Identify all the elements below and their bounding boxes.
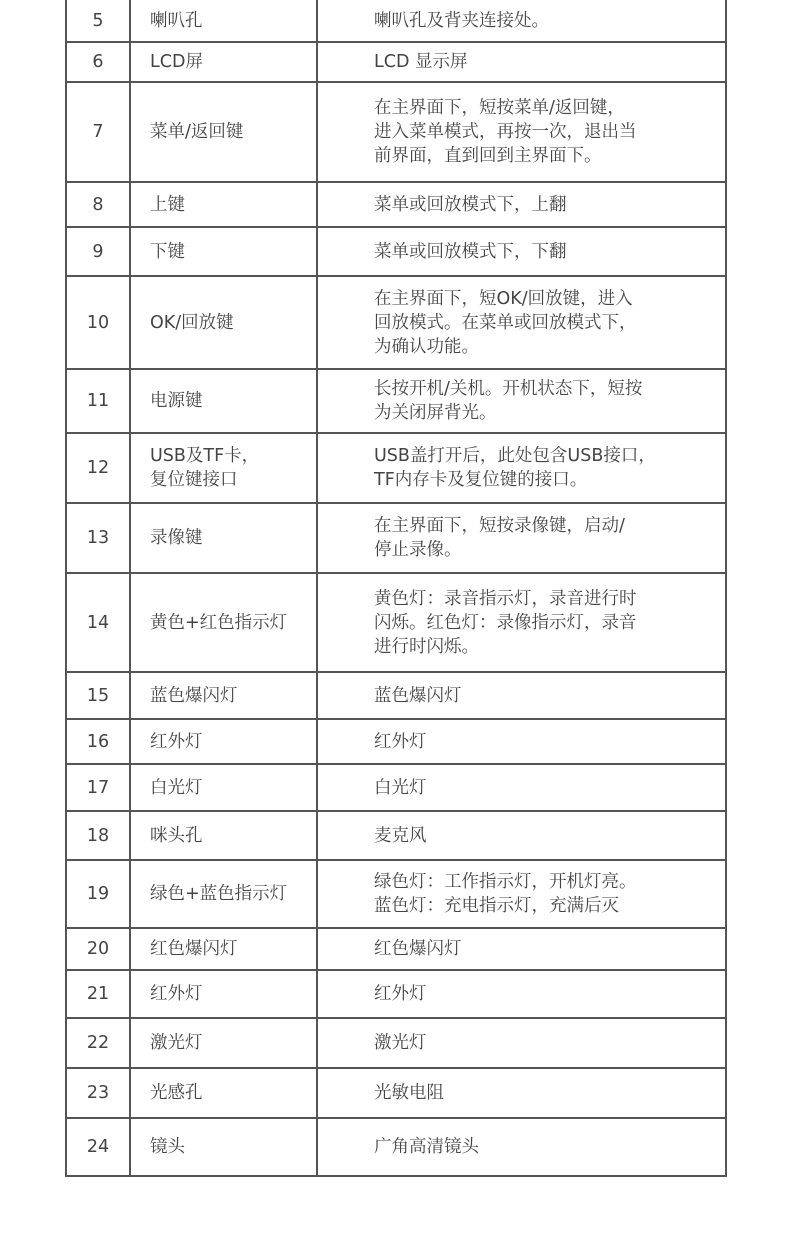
- table-row: [66, 503, 726, 573]
- part-name: 下键: [130, 227, 317, 276]
- part-description: 红外灯: [317, 970, 726, 1018]
- row-number: 19: [66, 860, 130, 928]
- table-row: [66, 1118, 726, 1176]
- table-row: [66, 0, 726, 42]
- part-description: 菜单或回放模式下，下翻: [317, 227, 726, 276]
- part-description: LCD 显示屏: [317, 42, 726, 82]
- row-number: 5: [66, 0, 130, 42]
- row-number: 14: [66, 573, 130, 672]
- part-name: 喇叭孔: [130, 0, 317, 42]
- part-description: 麦克风: [317, 811, 726, 860]
- part-name: 蓝色爆闪灯: [130, 672, 317, 719]
- part-name: 绿色+蓝色指示灯: [130, 860, 317, 928]
- part-description: 广角高清镜头: [317, 1118, 726, 1176]
- part-description: 喇叭孔及背夹连接处。: [317, 0, 726, 42]
- part-name: 红外灯: [130, 970, 317, 1018]
- row-number: 12: [66, 433, 130, 503]
- part-name: 红色爆闪灯: [130, 928, 317, 970]
- table-row: [66, 764, 726, 811]
- part-description: 黄色灯：录音指示灯，录音进行时 闪烁。红色灯：录像指示灯，录音 进行时闪烁。: [317, 573, 726, 672]
- part-description: 白光灯: [317, 764, 726, 811]
- row-number: 13: [66, 503, 130, 573]
- part-description: 红外灯: [317, 719, 726, 764]
- row-number: 8: [66, 182, 130, 227]
- row-number: 18: [66, 811, 130, 860]
- part-name: 镜头: [130, 1118, 317, 1176]
- row-number: 20: [66, 928, 130, 970]
- part-description: 在主界面下，短按菜单/返回键， 进入菜单模式，再按一次，退出当 前界面，直到回到主界面下。: [317, 82, 726, 182]
- part-name: OK/回放键: [130, 276, 317, 369]
- table-body: [66, 0, 726, 1176]
- part-name: 黄色+红色指示灯: [130, 573, 317, 672]
- table-row: [66, 1068, 726, 1118]
- table-row: [66, 276, 726, 369]
- row-number: 10: [66, 276, 130, 369]
- part-name: 激光灯: [130, 1018, 317, 1068]
- part-description: 蓝色爆闪灯: [317, 672, 726, 719]
- table-row: [66, 719, 726, 764]
- table-row: [66, 227, 726, 276]
- part-description: 红色爆闪灯: [317, 928, 726, 970]
- table-row: [66, 42, 726, 82]
- part-description: 激光灯: [317, 1018, 726, 1068]
- part-description: 在主界面下，短OK/回放键，进入 回放模式。在菜单或回放模式下， 为确认功能。: [317, 276, 726, 369]
- part-description: 菜单或回放模式下，上翻: [317, 182, 726, 227]
- part-description: 光敏电阻: [317, 1068, 726, 1118]
- part-name: 咪头孔: [130, 811, 317, 860]
- row-number: 23: [66, 1068, 130, 1118]
- table-row: [66, 811, 726, 860]
- part-name: USB及TF卡， 复位键接口: [130, 433, 317, 503]
- part-description: 在主界面下，短按录像键，启动/ 停止录像。: [317, 503, 726, 573]
- row-number: 6: [66, 42, 130, 82]
- row-number: 7: [66, 82, 130, 182]
- table-row: [66, 573, 726, 672]
- table-row: [66, 369, 726, 433]
- row-number: 22: [66, 1018, 130, 1068]
- part-name: 录像键: [130, 503, 317, 573]
- table-row: [66, 433, 726, 503]
- part-name: 菜单/返回键: [130, 82, 317, 182]
- table-row: [66, 970, 726, 1018]
- part-description: USB盖打开后，此处包含USB接口， TF内存卡及复位键的接口。: [317, 433, 726, 503]
- row-number: 16: [66, 719, 130, 764]
- part-name: 光感孔: [130, 1068, 317, 1118]
- part-name: 上键: [130, 182, 317, 227]
- row-number: 9: [66, 227, 130, 276]
- table-row: [66, 82, 726, 182]
- row-number: 17: [66, 764, 130, 811]
- part-description: 长按开机/关机。开机状态下，短按 为关闭屏背光。: [317, 369, 726, 433]
- table-row: [66, 928, 726, 970]
- part-name: 白光灯: [130, 764, 317, 811]
- row-number: 21: [66, 970, 130, 1018]
- part-description: 绿色灯：工作指示灯，开机灯亮。 蓝色灯：充电指示灯，充满后灭: [317, 860, 726, 928]
- table-row: [66, 860, 726, 928]
- table-row: [66, 182, 726, 227]
- table-row: [66, 672, 726, 719]
- part-name: LCD屏: [130, 42, 317, 82]
- table-row: [66, 1018, 726, 1068]
- parts-description-table: [65, 0, 727, 1177]
- row-number: 11: [66, 369, 130, 433]
- part-name: 红外灯: [130, 719, 317, 764]
- row-number: 15: [66, 672, 130, 719]
- row-number: 24: [66, 1118, 130, 1176]
- part-name: 电源键: [130, 369, 317, 433]
